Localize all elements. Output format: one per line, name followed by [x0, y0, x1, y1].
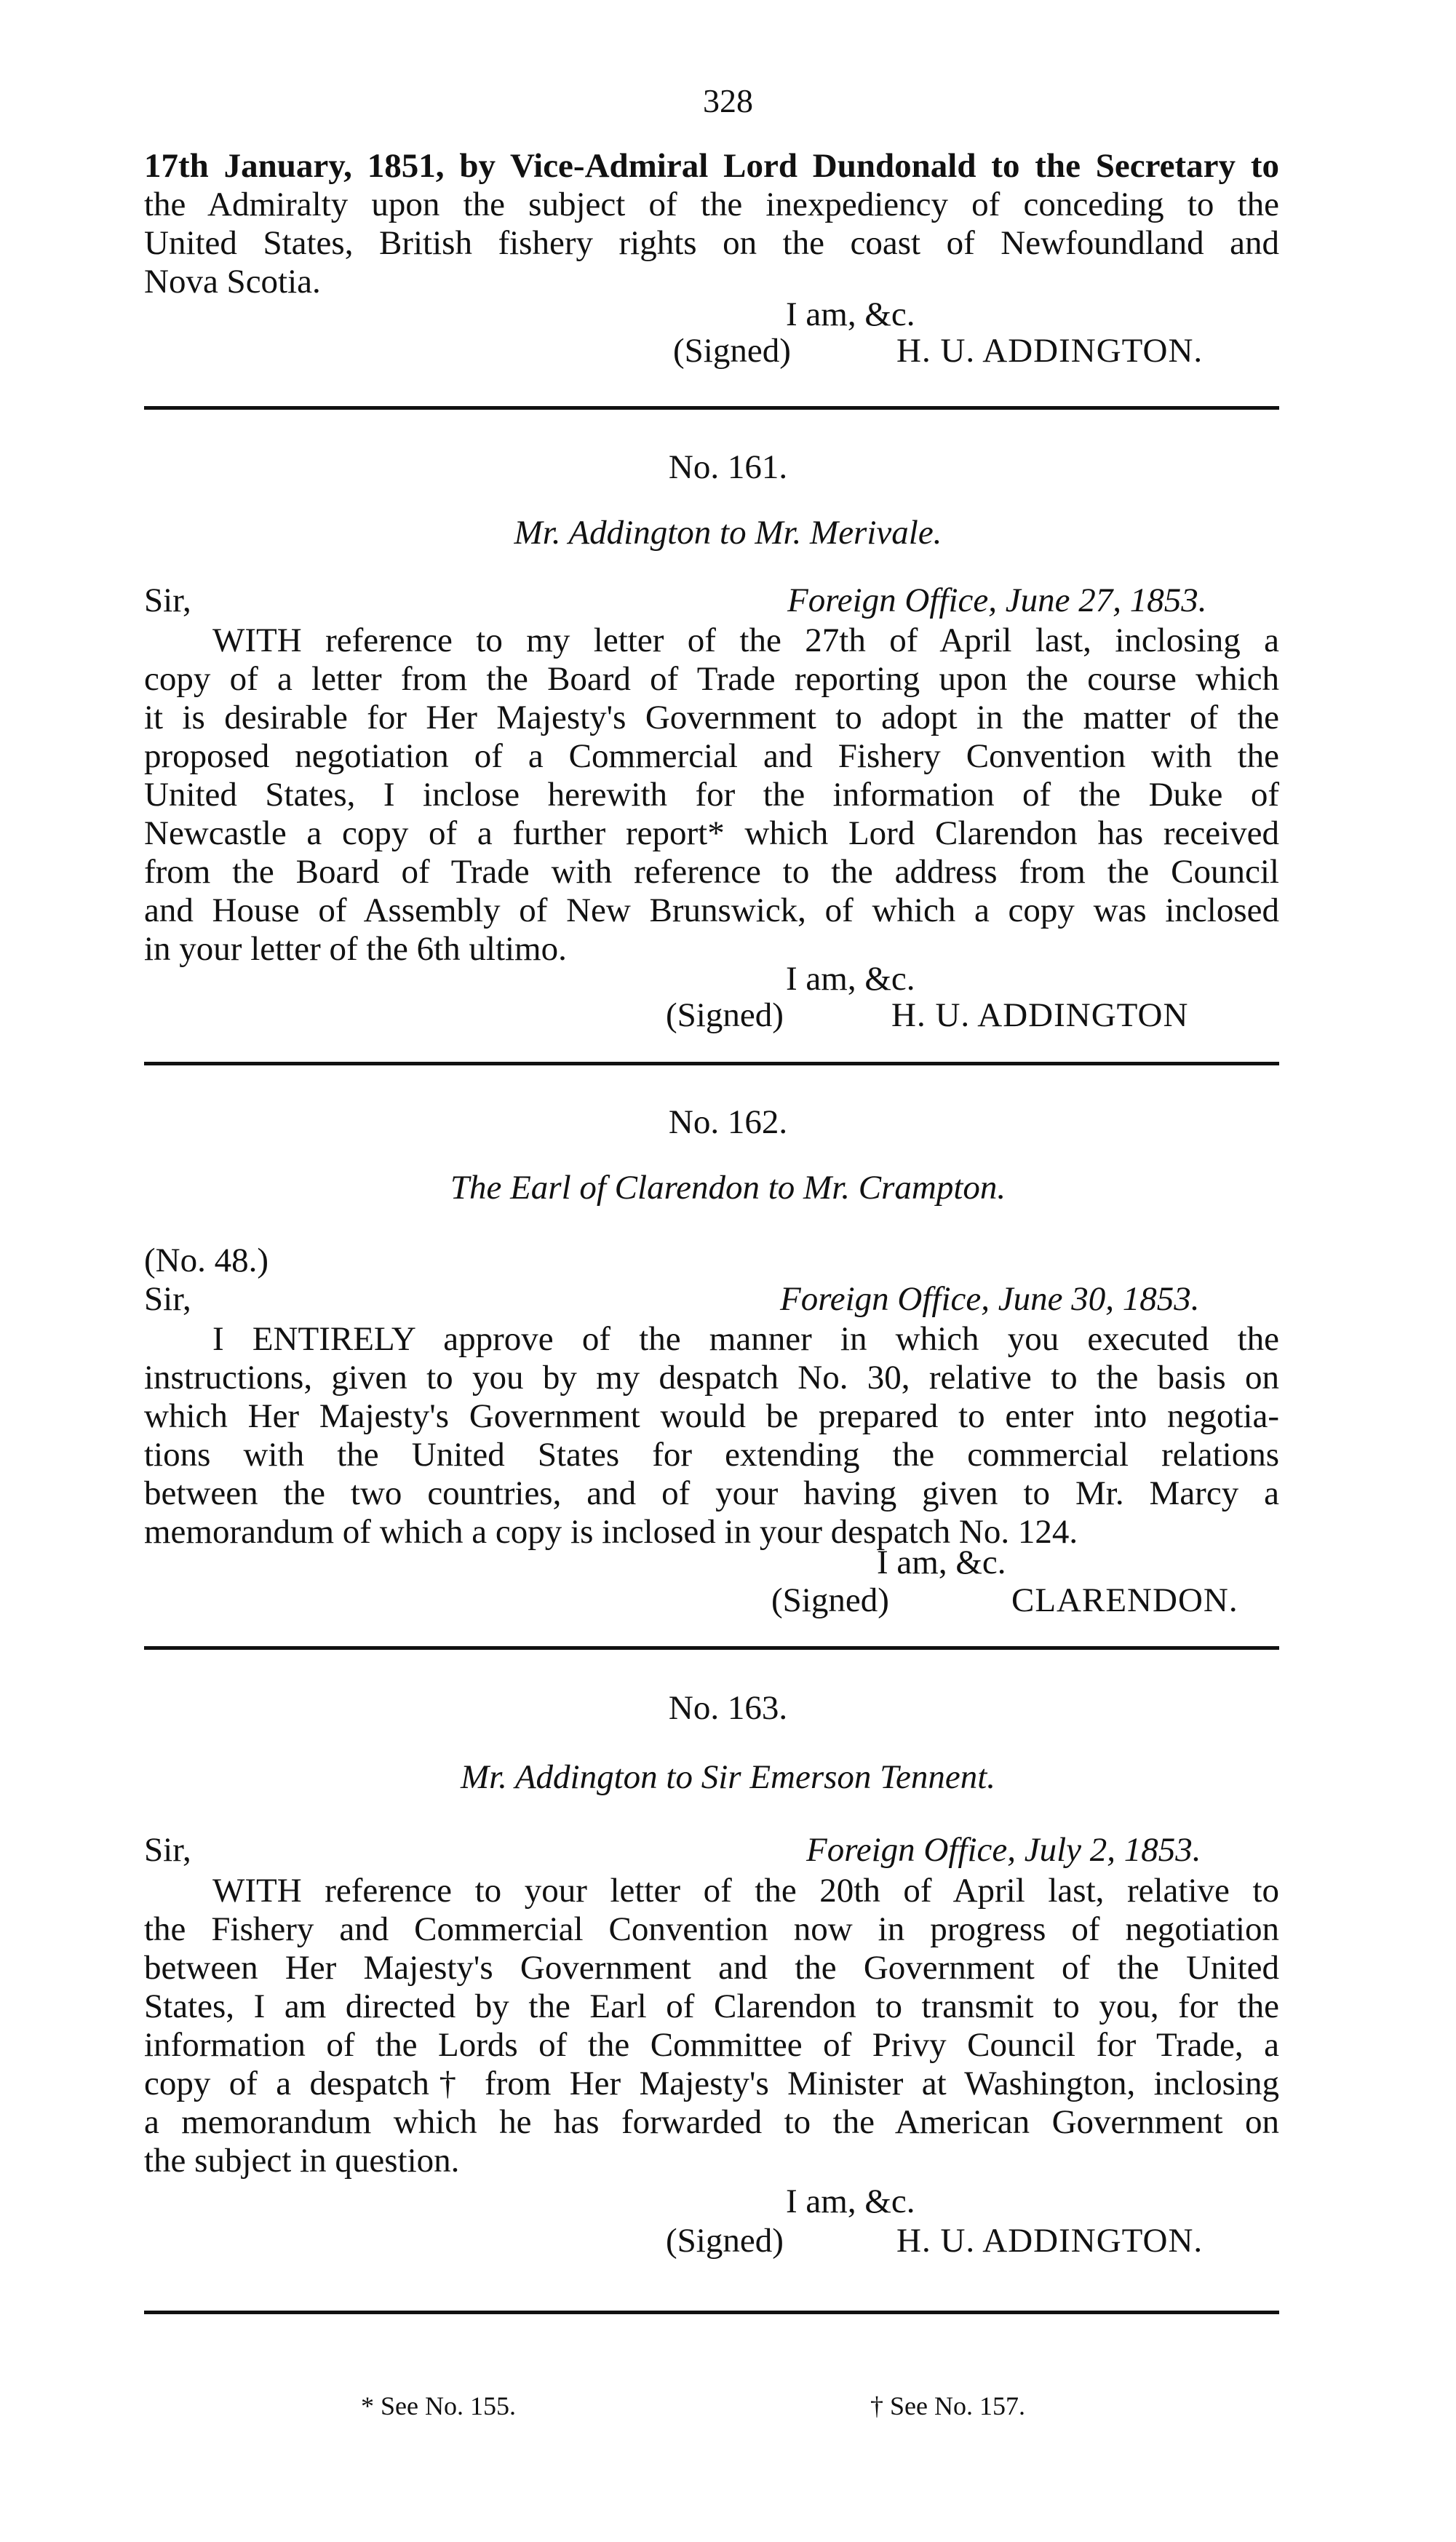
body-line: Nova Scotia. [144, 263, 321, 301]
page-number: 328 [703, 82, 753, 119]
body-line: it is desirable for Her Majesty's Government to adopt in the matter of the [144, 699, 1279, 736]
letter-heading: Mr. Addington to Sir Emerson Tennent. [460, 1758, 996, 1796]
body-line: the Admiralty upon the subject of the inexpediency of conceding to the [144, 186, 1279, 223]
body-line: and House of Assembly of New Brunswick, of which a copy was inclosed [144, 891, 1279, 929]
signed-label: (Signed) [666, 996, 784, 1034]
body-line: United States, I inclose herewith for the information of the Duke of [144, 776, 1279, 814]
body-line: Newcastle a copy of a further report* which Lord Clarendon has received [144, 814, 1279, 852]
body-line: a memorandum which he has forwarded to the American Government on [144, 2103, 1279, 2141]
body-line: information of the Lords of the Committee of Privy Council for Trade, a [144, 2026, 1279, 2064]
letter-heading: The Earl of Clarendon to Mr. Crampton. [450, 1169, 1006, 1207]
signer: H. U. ADDINGTON. [896, 2222, 1204, 2260]
letter-number: No. 161. [668, 448, 788, 486]
body-line: WITH reference to my letter of the 27th of April last, inclosing a [212, 621, 1279, 659]
section-divider [144, 1646, 1279, 1650]
closing: I am, &c. [786, 960, 915, 998]
section-divider [144, 1062, 1279, 1065]
body-line: copy of a despatch† from Her Majesty's Minister at Washington, inclosing [144, 2065, 1279, 2102]
place-date: Foreign Office, June 27, 1853. [787, 581, 1207, 619]
body-line: United States, British fishery rights on the coast of Newfoundland and [144, 224, 1279, 262]
body-line: instructions, given to you by my despatch No. 30, relative to the basis on [144, 1359, 1279, 1397]
body-line: the Fishery and Commercial Convention now in progress of negotiation [144, 1910, 1279, 1948]
body-line: memorandum of which a copy is inclosed in your despatch No. 124. [144, 1513, 1078, 1551]
body-line: States, I am directed by the Earl of Clarendon to transmit to you, for the [144, 1987, 1279, 2025]
footnote: † See No. 157. [870, 2391, 1025, 2420]
body-line: tions with the United States for extending the commercial relations [144, 1436, 1279, 1474]
body-line: the subject in question. [144, 2142, 460, 2180]
closing: I am, &c. [786, 2182, 915, 2220]
body-line: I ENTIRELY approve of the manner in which you executed the [212, 1320, 1279, 1358]
signer: H. U. ADDINGTON. [896, 332, 1204, 370]
letter-number: No. 163. [668, 1689, 788, 1727]
salutation: Sir, [144, 1280, 191, 1318]
section-divider [144, 2311, 1279, 2314]
letter-number: No. 162. [668, 1103, 788, 1141]
body-line: 17th January, 1851, by Vice-Admiral Lord Dundonald to the Secretary to [144, 147, 1279, 185]
body-line: proposed negotiation of a Commercial and Fishery Convention with the [144, 737, 1279, 775]
body-line: in your letter of the 6th ultimo. [144, 930, 567, 968]
signed-label: (Signed) [771, 1581, 889, 1619]
body-line: which Her Majesty's Government would be prepared to enter into negotia- [144, 1397, 1279, 1435]
body-line: copy of a letter from the Board of Trade reporting upon the course which [144, 660, 1279, 698]
place-date: Foreign Office, June 30, 1853. [780, 1280, 1200, 1318]
body-line: WITH reference to your letter of the 20th of April last, relative to [212, 1872, 1279, 1910]
footnote: * See No. 155. [361, 2391, 516, 2420]
closing: I am, &c. [877, 1544, 1006, 1581]
place-date: Foreign Office, July 2, 1853. [806, 1831, 1201, 1869]
salutation: Sir, [144, 1831, 191, 1869]
letter-heading: Mr. Addington to Mr. Merivale. [514, 514, 942, 552]
signed-label: (Signed) [666, 2222, 784, 2260]
signed-label: (Signed) [673, 332, 791, 370]
body-line: between the two countries, and of your having given to Mr. Marcy a [144, 1474, 1279, 1512]
signer: H. U. ADDINGTON [891, 996, 1189, 1034]
section-divider [144, 406, 1279, 410]
body-line: between Her Majesty's Government and the Government of the United [144, 1949, 1279, 1987]
despatch-ref: (No. 48.) [144, 1242, 268, 1279]
body-line: from the Board of Trade with reference to the address from the Council [144, 853, 1279, 891]
signer: CLARENDON. [1011, 1581, 1238, 1619]
salutation: Sir, [144, 581, 191, 619]
closing: I am, &c. [786, 295, 915, 333]
